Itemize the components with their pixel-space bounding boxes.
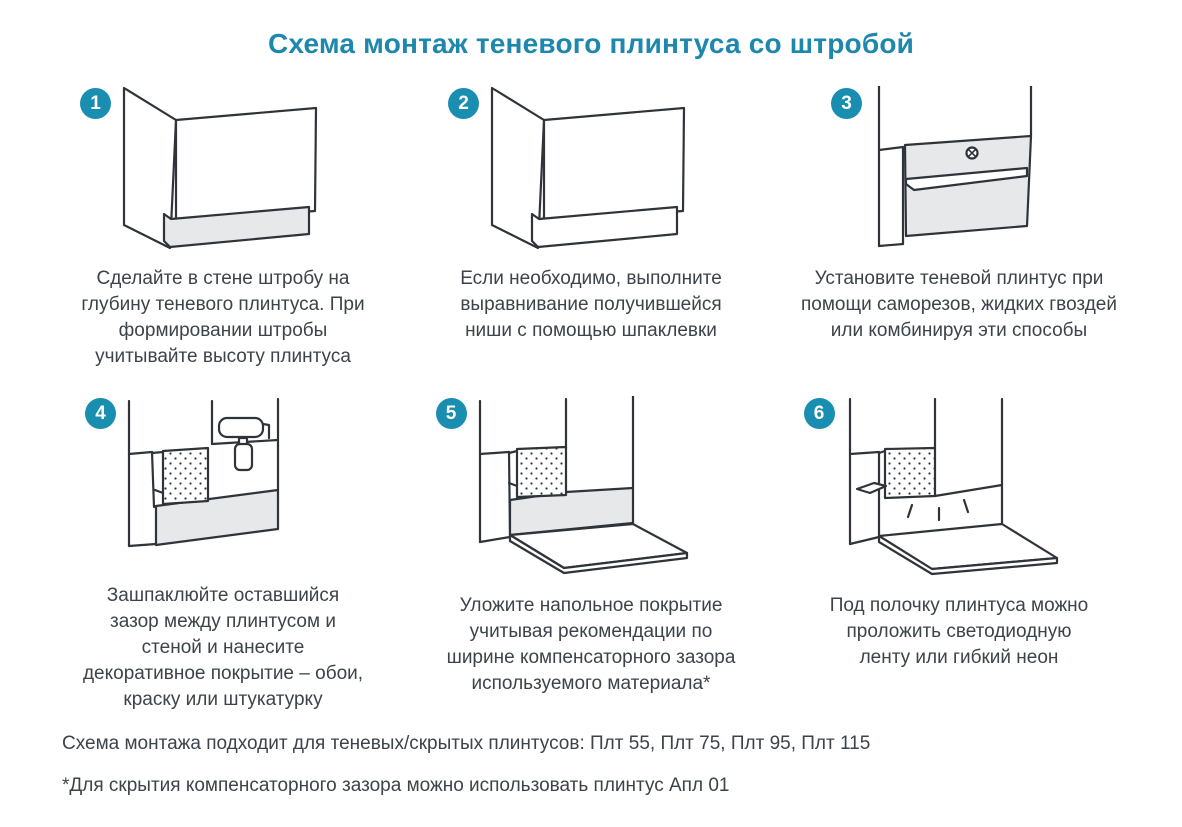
side-face-top <box>879 147 903 150</box>
front-wall <box>544 108 684 221</box>
side-face-top <box>129 452 152 454</box>
led-shelf-icon <box>857 483 886 493</box>
step-6-caption: Под полочку плинтуса можно проложить светодиодную ленту или гибкий неон <box>829 595 1089 668</box>
step-1-illustration-wrap <box>90 86 328 254</box>
step-2-illustration-wrap <box>458 86 696 254</box>
step-3 <box>794 86 1124 370</box>
wall-corner-niche-illustration <box>486 86 696 254</box>
step-5 <box>426 396 756 713</box>
step-3-number-badge: 3 <box>831 88 862 119</box>
step-5-caption: Уложите напольное покрытие учитывая рекомендации по ширине компенсаторного зазора используемого материала* <box>446 595 736 694</box>
putty-and-paint-illustration <box>123 396 323 571</box>
step-6 <box>794 396 1124 713</box>
step-1-number-badge: 1 <box>80 88 111 119</box>
side-face-bottom <box>129 544 156 546</box>
step-4-number-badge: 4 <box>85 398 116 429</box>
niche-top-left <box>509 451 517 453</box>
floor-covering-illustration <box>474 396 709 581</box>
compensation-gap-note: *Для скрытия компенсаторного зазора можно использовать плинтус Апл 01 <box>62 775 730 796</box>
dotted-putty-patch <box>163 448 208 504</box>
side-face-bottom <box>850 537 879 544</box>
step-6-illustration-wrap <box>813 396 1077 581</box>
step-5-number-badge: 5 <box>436 398 467 429</box>
dotted-putty-patch <box>517 447 566 497</box>
step-5-illustration-wrap <box>445 396 709 581</box>
led-strip-illustration <box>842 396 1077 581</box>
step-1 <box>58 86 388 370</box>
step-2 <box>426 86 756 370</box>
side-face-edge <box>152 452 154 507</box>
step-4-caption: Зашпаклюйте оставшийся зазор между плинтусом и стеной и нанесите декоративное покрытие – обои, краску или штукатурку <box>82 585 364 710</box>
wall-corner-groove-illustration <box>118 86 328 254</box>
step-4 <box>58 396 388 713</box>
steps-grid <box>0 86 1182 713</box>
step-1-caption: Сделайте в стене штробу на глубину теневого плинтуса. При формировании штробы учитывайте высоту плинтуса <box>81 268 365 367</box>
side-face-bottom <box>480 537 510 542</box>
light-rays-icon <box>908 500 968 520</box>
step-2-caption: Если необходимо, выполните выравнивание получившейся ниши с помощью шпаклевки <box>460 268 722 341</box>
dotted-putty-patch <box>885 448 935 498</box>
groove-lip <box>155 490 163 493</box>
side-face-top <box>480 452 509 454</box>
step-3-illustration-wrap <box>841 86 1049 254</box>
step-2-number-badge: 2 <box>448 88 479 119</box>
side-face-top <box>850 452 879 454</box>
side-face-bottom <box>879 244 903 246</box>
front-wall <box>176 108 316 221</box>
niche-top-left <box>152 452 163 453</box>
step-3-caption: Установите теневой плинтус при помощи саморезов, жидких гвоздей или комбинируя эти способы <box>801 268 1117 341</box>
step-6-number-badge: 6 <box>804 398 835 429</box>
footnotes <box>0 733 1182 797</box>
plinth-shelf-line <box>935 485 1002 496</box>
screw-icon <box>967 148 978 159</box>
step-4-illustration-wrap <box>95 396 323 571</box>
mounted-plinth-illustration <box>869 86 1049 254</box>
page-title: Схема монтаж теневого плинтуса со штробой <box>267 28 915 59</box>
compatible-plinths-note: Схема монтажа подходит для теневых/скрытых плинтусов: Плт 55, Плт 75, Плт 95, Плт 115 <box>62 733 871 754</box>
